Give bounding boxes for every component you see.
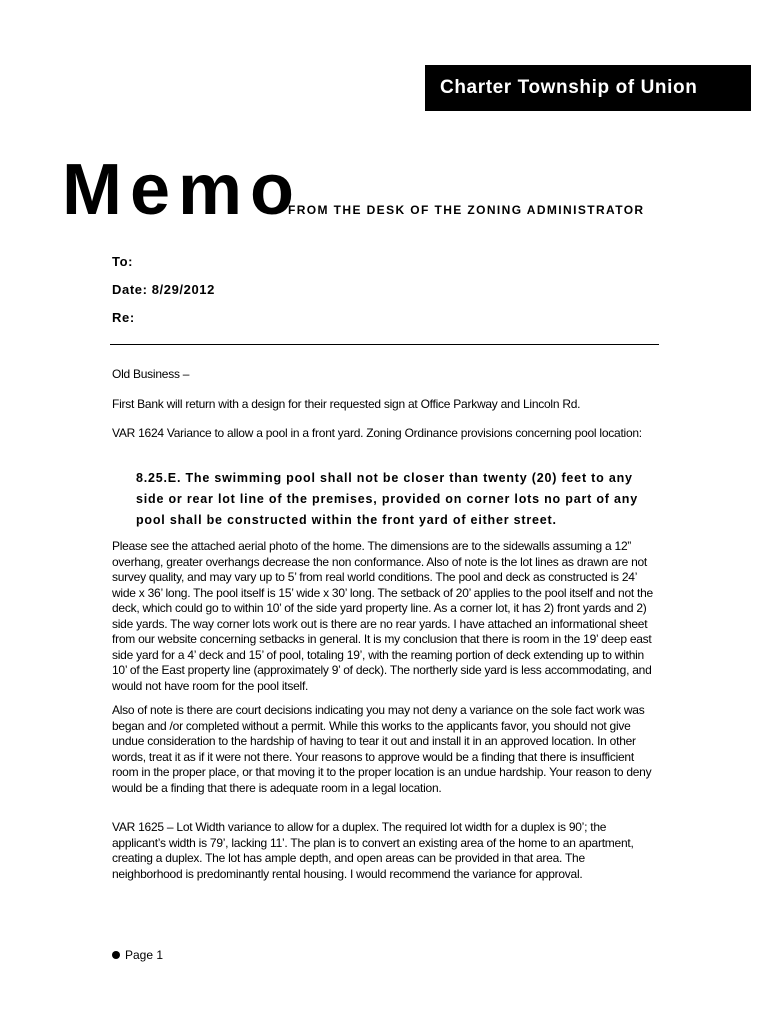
- organization-banner: [425, 65, 751, 111]
- to-field: To:: [112, 254, 134, 269]
- header-divider: [110, 344, 659, 345]
- organization-name: Charter Township of Union: [440, 77, 698, 98]
- court-decisions-paragraph: Also of note is there are court decisions indicating you may not deny a variance on the sole fact work was began and /or completed without a permit. While this works to the applicants favor, you should not give undue consideration to the hardship of having to tear it out and install it in an approved location. In other words, treat it as if it were not there. Your reasons to approve would be a finding that there is insufficient room in the proper place, or that moving it to the proper location is an undue hardship. Your reason to deny would be a finding that there is adequate room in a legal location.: [112, 703, 652, 795]
- bullet-icon: [112, 951, 120, 959]
- first-bank-paragraph: First Bank will return with a design for their requested sign at Office Parkway and Lincoln Rd.: [112, 397, 581, 411]
- var-1624-paragraph: VAR 1624 Variance to allow a pool in a front yard. Zoning Ordinance provisions concerning pool location:: [112, 426, 642, 440]
- old-business-heading: Old Business –: [112, 367, 190, 381]
- page-footer: [112, 948, 163, 962]
- re-field: Re:: [112, 310, 135, 325]
- date-field: Date: 8/29/2012: [112, 282, 215, 297]
- page-number: Page 1: [125, 948, 164, 962]
- aerial-photo-paragraph: Please see the attached aerial photo of the home. The dimensions are to the sidewalls assuming a 12” overhang, greater overhangs decrease the non conformance. Also of note is the lot lines as drawn are not survey quality, and may vary up to 5’ from real world conditions. The pool and deck as constructed is 24’ wide x 36’ long. The pool itself is 15’ wide x 30’ long. The setback of 20’ applies to the pool itself and not the deck, which could go to within 10’ of the side yard property line. As a corner lot, it has 2) front yards and 2) side yards. The way corner lots work out is there are no rear yards. I have attached an informational sheet from our website concerning setbacks in general. It is my conclusion that there is room in the 19’ deep east side yard for a 4’ deck and 15’ of pool, totaling 19’, with the reaming portion of deck extending up to within 10’ of the East property line (approximately 9’ of deck). The northerly side yard is less accommodating, and would not have room for the pool itself.: [112, 539, 653, 693]
- memo-subtitle: FROM THE DESK OF THE ZONING ADMINISTRATOR: [288, 203, 645, 217]
- memo-title: Memo: [62, 150, 303, 230]
- var-1625-paragraph: VAR 1625 – Lot Width variance to allow for a duplex. The required lot width for a duplex is 90’; the applicant’s width is 79’, lacking 11’. The plan is to convert an existing area of the home to an apartment, creating a duplex. The lot has ample depth, and open areas can be provided in that area. The neighborhood is predominantly rental housing. I would recommend the variance for approval.: [112, 820, 634, 881]
- ordinance-quote: 8.25.E. The swimming pool shall not be closer than twenty (20) feet to any side or rear lot line of the premises, provided on corner lots no part of any pool shall be constructed within the front yard of either street.: [136, 471, 638, 527]
